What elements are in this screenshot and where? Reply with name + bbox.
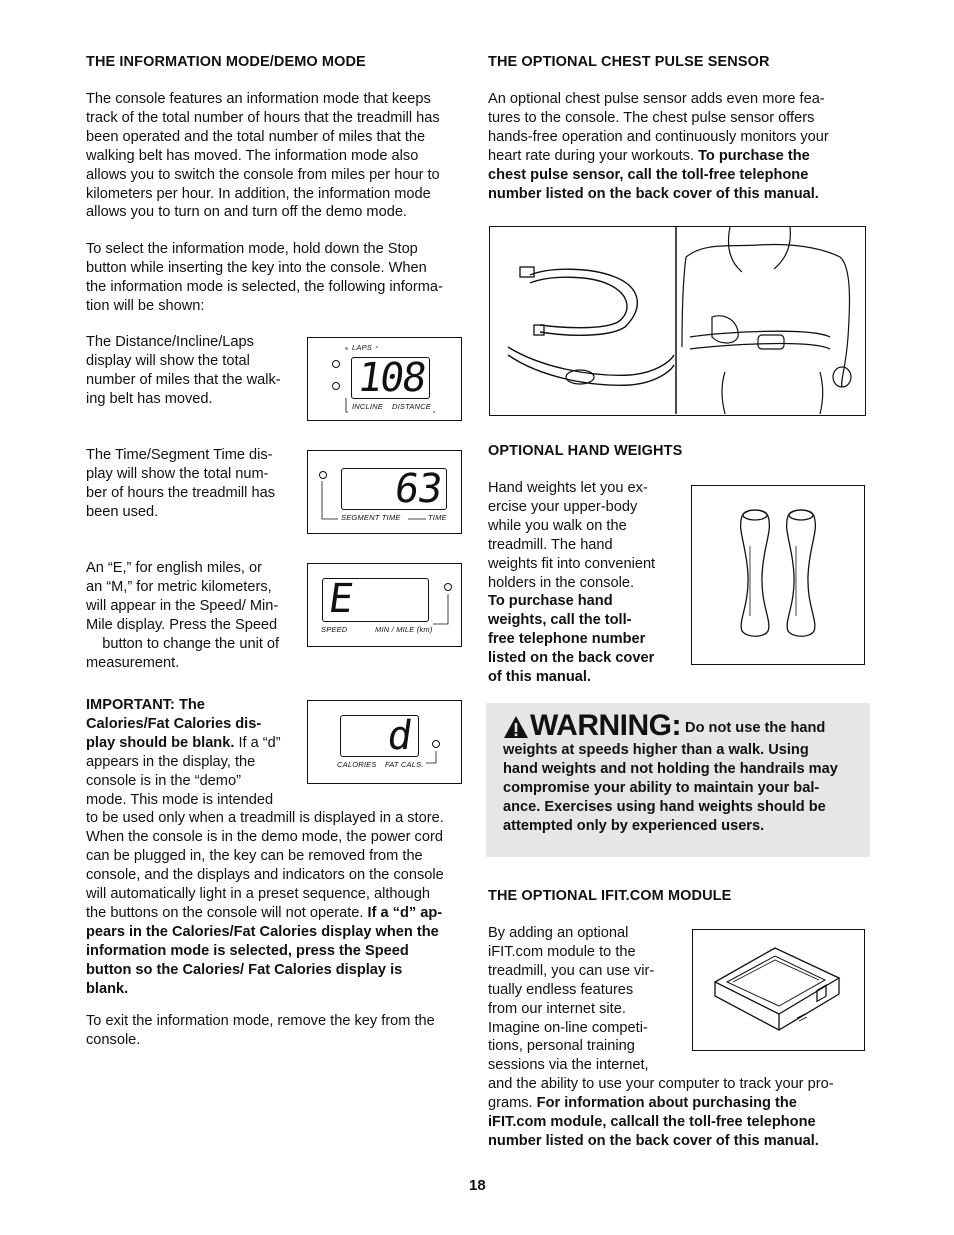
- exit-info-paragraph: [86, 1012, 435, 1050]
- laps-label: LAPS: [352, 343, 372, 352]
- text-line: button so the Calories/ Fat Calories display is: [86, 961, 403, 978]
- text-line: treadmill, you can use vir-: [488, 962, 655, 979]
- text-line: appears in the display, the: [86, 753, 256, 770]
- text-line: sessions via the internet,: [488, 1057, 649, 1074]
- hand-weights-heading: OPTIONAL HAND WEIGHTS: [488, 443, 683, 459]
- text-line: treadmill. The hand: [488, 536, 613, 553]
- time-display-text: [86, 446, 275, 522]
- text-line: listed on the back cover: [488, 650, 655, 667]
- text-line: IMPORTANT: The: [86, 697, 205, 713]
- text-line: Calories/Fat Calories dis-: [86, 715, 262, 732]
- text-line: If a “d” ap-: [367, 904, 443, 921]
- text-line: weights fit into convenient: [488, 555, 656, 572]
- text-line: the buttons on the console will not operate.: [86, 904, 368, 921]
- chest-sensor-heading: THE OPTIONAL CHEST PULSE SENSOR: [488, 54, 770, 70]
- text-line: compromise your ability to maintain your bal-: [503, 779, 820, 796]
- text-line: An optional chest pulse sensor adds even more fea-: [488, 91, 825, 107]
- text-line: To purchase the: [698, 147, 810, 164]
- info-mode-paragraph-2: [86, 240, 443, 316]
- text-line: display will show the total: [86, 352, 250, 369]
- fat-cals-label: FAT CALS.: [385, 760, 424, 769]
- text-line: iFIT.com module, callcall the toll-free telephone: [488, 1114, 816, 1131]
- text-line: grams.: [488, 1095, 537, 1112]
- text-line: mode. This mode is intended: [86, 791, 274, 808]
- text-line: button to change the unit of: [86, 635, 280, 652]
- text-line: tually endless features: [488, 981, 634, 998]
- text-line: ance. Exercises using hand weights should be: [503, 798, 826, 815]
- text-line: Imagine on-line competi-: [488, 1019, 648, 1036]
- text-line: and the ability to use your computer to track your pro-: [488, 1076, 834, 1093]
- text-line: can be plugged in, the key can be removed from the: [86, 848, 423, 865]
- text-line: Mile display. Press the Speed: [86, 616, 278, 633]
- text-line: hands-free operation and continuously monitors your: [488, 128, 829, 145]
- text-line: console.: [86, 1031, 141, 1048]
- time-value: 63: [391, 466, 445, 512]
- page-number: 18: [469, 1177, 486, 1194]
- text-line: For information about purchasing the: [536, 1095, 797, 1112]
- chest-sensor-illustration: [489, 226, 866, 416]
- ifit-module-drawing: [693, 930, 863, 1049]
- text-line: weights at speeds higher than a walk. Using: [503, 742, 809, 758]
- text-line: attempted only by experienced users.: [503, 817, 765, 834]
- display-bracket-lines: [308, 451, 463, 535]
- text-line: an “M,” for metric kilometers,: [86, 578, 272, 595]
- text-line: button while inserting the key into the console. When: [86, 259, 427, 276]
- text-line: The Distance/Incline/Laps: [86, 334, 254, 350]
- text-line: console, and the displays and indicators on the console: [86, 867, 444, 884]
- chest-strap-drawing: [490, 227, 864, 414]
- text-line: from our internet site.: [488, 1000, 626, 1017]
- text-line: By adding an optional: [488, 925, 629, 941]
- warning-text: [503, 711, 863, 836]
- text-line: play should be blank.: [86, 734, 235, 751]
- text-line: To exit the information mode, remove the key from the: [86, 1013, 435, 1029]
- text-line: To select the information mode, hold down the Stop: [86, 241, 418, 257]
- text-line: will appear in the Speed/ Min-: [86, 597, 279, 614]
- hand-weights-paragraph: [488, 479, 655, 687]
- text-line: of this manual.: [488, 669, 591, 686]
- distance-display-figure: [307, 337, 462, 421]
- speed-display-text: [86, 559, 279, 672]
- text-line: the information mode is selected, the following informa-: [86, 278, 443, 295]
- text-line: while you walk on the: [488, 517, 627, 534]
- text-line: tion will be shown:: [86, 297, 205, 314]
- text-line: hand weights and not holding the handrails may: [503, 760, 838, 777]
- text-line: ber of hours the treadmill has: [86, 484, 276, 501]
- text-line: track of the total number of hours that the treadmill has: [86, 109, 440, 126]
- display-bracket-lines: [308, 701, 463, 785]
- text-line: number of miles that the walk-: [86, 371, 281, 388]
- text-line: ing belt has moved.: [86, 390, 213, 407]
- distance-value: 108: [354, 355, 428, 401]
- text-line: been operated and the total number of miles that the: [86, 128, 426, 145]
- text-line: allows you to switch the console from miles per hour to: [86, 166, 440, 183]
- text-line: walking belt has moved. The information mode also: [86, 147, 419, 164]
- chest-sensor-paragraph: [488, 90, 829, 203]
- hand-weights-drawing: [692, 486, 863, 663]
- text-line: heart rate during your workouts.: [488, 147, 699, 164]
- text-line: The console features an information mode that keeps: [86, 91, 431, 107]
- text-line: kilometers per hour. In addition, the information mode: [86, 185, 431, 202]
- text-line: tions, personal training: [488, 1038, 635, 1055]
- text-line: iFIT.com module to the: [488, 943, 636, 960]
- text-line: The Time/Segment Time dis-: [86, 447, 273, 463]
- text-line: When the console is in the demo mode, the power cord: [86, 829, 443, 846]
- segment-time-label: SEGMENT TIME: [341, 513, 401, 522]
- hand-weights-illustration: [691, 485, 865, 665]
- text-line: allows you to turn on and turn off the demo mode.: [86, 204, 407, 221]
- distance-label: DISTANCE: [392, 402, 431, 411]
- warning-box: [486, 703, 870, 857]
- calories-label: CALORIES: [337, 760, 377, 769]
- text-line: number listed on the back cover of this manual.: [488, 1132, 819, 1149]
- text-line: to be used only when a treadmill is displayed in a store.: [86, 810, 444, 827]
- text-line: Hand weights let you ex-: [488, 480, 648, 496]
- speed-value: E: [325, 576, 357, 622]
- ifit-module-illustration: [692, 929, 865, 1051]
- text-line: Do not use the hand: [680, 720, 826, 736]
- text-line: tures to the console. The chest pulse sensor offers: [488, 109, 815, 126]
- speed-label: SPEED: [321, 625, 348, 634]
- speed-display-figure: [307, 563, 462, 647]
- text-line: play will show the total num-: [86, 465, 269, 482]
- incline-label: INCLINE: [352, 402, 383, 411]
- text-line: will automatically light in a preset sequence, although: [86, 886, 430, 903]
- text-line: number listed on the back cover of this manual.: [488, 185, 819, 202]
- text-line: measurement.: [86, 654, 180, 671]
- text-line: information mode is selected, press the Speed: [86, 942, 409, 959]
- time-label: TIME: [428, 513, 447, 522]
- info-mode-paragraph-1: [86, 90, 440, 222]
- text-line: blank.: [86, 980, 129, 997]
- calories-display-figure: [307, 700, 462, 784]
- info-mode-heading: THE INFORMATION MODE/DEMO MODE: [86, 54, 366, 70]
- text-line: free telephone number: [488, 631, 646, 648]
- display-bracket-lines: [308, 564, 463, 648]
- calories-value: d: [384, 713, 416, 759]
- display-bracket-lines: [308, 338, 463, 422]
- min-mile-label: MIN / MILE (km): [375, 625, 433, 634]
- time-display-figure: [307, 450, 462, 534]
- text-line: been used.: [86, 503, 159, 520]
- text-line: If a “d”: [234, 734, 281, 751]
- text-line: ercise your upper-body: [488, 498, 638, 515]
- text-line: An “E,” for english miles, or: [86, 560, 262, 576]
- text-line: chest pulse sensor, call the toll-free telephone: [488, 166, 809, 183]
- warning-label: WARNING:: [530, 709, 681, 742]
- text-line: console is in the “demo”: [86, 772, 241, 789]
- ifit-heading: THE OPTIONAL IFIT.COM MODULE: [488, 888, 732, 904]
- text-line: pears in the Calories/Fat Calories display when the: [86, 923, 439, 940]
- text-line: holders in the console.: [488, 574, 635, 591]
- text-line: weights, call the toll-: [488, 612, 632, 629]
- distance-display-text: [86, 333, 281, 409]
- text-line: To purchase hand: [488, 593, 613, 610]
